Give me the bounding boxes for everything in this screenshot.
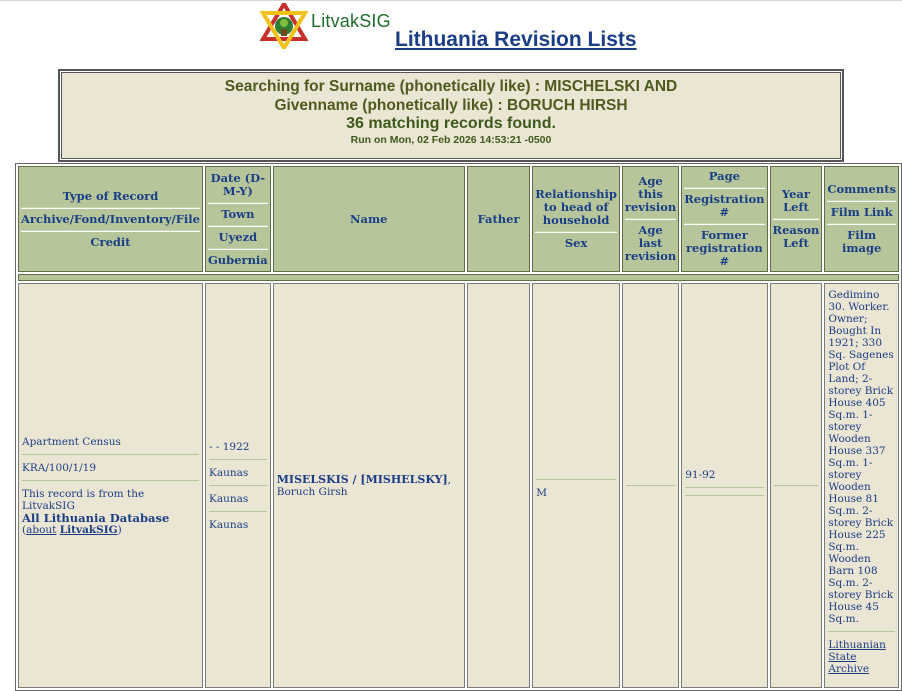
- search-summary: [58, 69, 844, 162]
- search-criteria-surname: Searching for Surname (phonetically like) : MISCHELSKI AND: [224, 78, 678, 95]
- col-label-registration: Registration #: [684, 192, 765, 219]
- col-comments: [824, 166, 899, 272]
- col-label-archive: Archive/Fond/Inventory/File: [21, 211, 200, 226]
- col-label-date: Date (D-M-Y): [210, 170, 266, 198]
- col-label-uyezd: Uyezd: [218, 229, 258, 244]
- table-row: [18, 283, 899, 688]
- film-link[interactable]: Lithuanian State Archive: [828, 639, 886, 675]
- top-rule: [0, 0, 902, 1]
- results-table: [16, 164, 901, 690]
- cell-type-archive-credit: [18, 283, 203, 688]
- col-label-age-last: Age last revision: [624, 223, 677, 263]
- record-surname: MISELSKIS / [MISHELSKY]: [276, 472, 448, 486]
- col-label-comments: Comments: [827, 182, 896, 196]
- header-row: [18, 166, 899, 272]
- record-credit-text: This record is from the LitvakSIG: [22, 487, 145, 512]
- record-given-name: , Boruch Girsh: [276, 473, 451, 498]
- record-count: 36 matching records found.: [346, 115, 556, 132]
- about-link[interactable]: about: [26, 523, 57, 536]
- record-page: 91-92: [685, 468, 716, 481]
- record-gubernia: Kaunas: [208, 518, 249, 531]
- record-type: Apartment Census: [22, 435, 121, 448]
- cell-age: [622, 283, 679, 688]
- col-page: [681, 166, 767, 272]
- record-credit-database: All Lithuania Database: [22, 510, 170, 525]
- record-comments: Gedimino 30. Worker. Owner; Bought In 1921; 330 Sq. Sagenes Plot Of Land; 2-storey Brick House 405 Sq.m. 1-storey Wooden House 337 Sq.m. 1-storey Wooden House 81 Sq.m. 2-storey Brick House 225 Sq.m. Wooden Barn 108 Sq.m. 2-storey Brick House 45 Sq.m.: [828, 289, 894, 625]
- col-label-film-link: Film Link: [830, 205, 893, 219]
- paren-close: ): [117, 523, 122, 536]
- col-label-former-registration: Former registration #: [685, 228, 763, 268]
- cell-comments: [824, 283, 899, 688]
- col-age: [622, 166, 679, 272]
- header-spacer: [18, 274, 899, 281]
- col-type-of-record: [18, 166, 203, 272]
- col-label-reason-left: Reason Left: [772, 223, 820, 250]
- record-credit-about: [22, 524, 199, 536]
- record-sex: M: [536, 486, 548, 499]
- col-label-town: Town: [221, 206, 255, 221]
- record-date: - - 1922: [208, 440, 250, 453]
- results-table-frame: [15, 163, 902, 691]
- cell-year-left: [770, 283, 823, 688]
- col-label-credit: Credit: [90, 234, 131, 249]
- cell-relationship-sex: [532, 283, 620, 688]
- col-year-left: [770, 166, 823, 272]
- col-label-film-image: Film image: [842, 228, 882, 255]
- litvaksig-logo-icon[interactable]: [259, 3, 309, 49]
- record-archive: KRA/100/1/19: [22, 461, 97, 474]
- col-name: Name: [273, 166, 465, 272]
- col-label-age-this: Age this revision: [624, 174, 677, 214]
- record-uyezd: Kaunas: [208, 492, 249, 505]
- search-criteria-givenname: Givenname (phonetically like) : BORUCH HIRSH: [274, 97, 628, 114]
- col-label-gubernia: Gubernia: [207, 252, 268, 267]
- litvaksig-link[interactable]: LitvakSIG: [59, 523, 118, 536]
- col-label-type: Type of Record: [62, 188, 159, 203]
- col-date-town: [205, 166, 271, 272]
- run-timestamp: Run on Mon, 02 Feb 2026 14:53:21 -0500: [350, 134, 552, 146]
- col-label-year-left: Year Left: [781, 187, 810, 214]
- paren-open: (: [22, 523, 27, 536]
- header-spacer-row: [18, 274, 899, 281]
- page-title[interactable]: Lithuania Revision Lists: [395, 28, 637, 51]
- col-relationship: [532, 166, 620, 272]
- cell-page: [681, 283, 767, 688]
- col-label-relationship: Relationship to head of household: [535, 187, 617, 227]
- cell-date-town: [205, 283, 271, 688]
- logo-text: LitvakSIG: [311, 11, 391, 31]
- col-label-page: Page: [708, 169, 740, 183]
- cell-name: [273, 283, 465, 688]
- col-label-sex: Sex: [564, 236, 588, 250]
- record-town: Kaunas: [208, 466, 249, 479]
- col-father: Father: [467, 166, 531, 272]
- cell-father: [467, 283, 531, 688]
